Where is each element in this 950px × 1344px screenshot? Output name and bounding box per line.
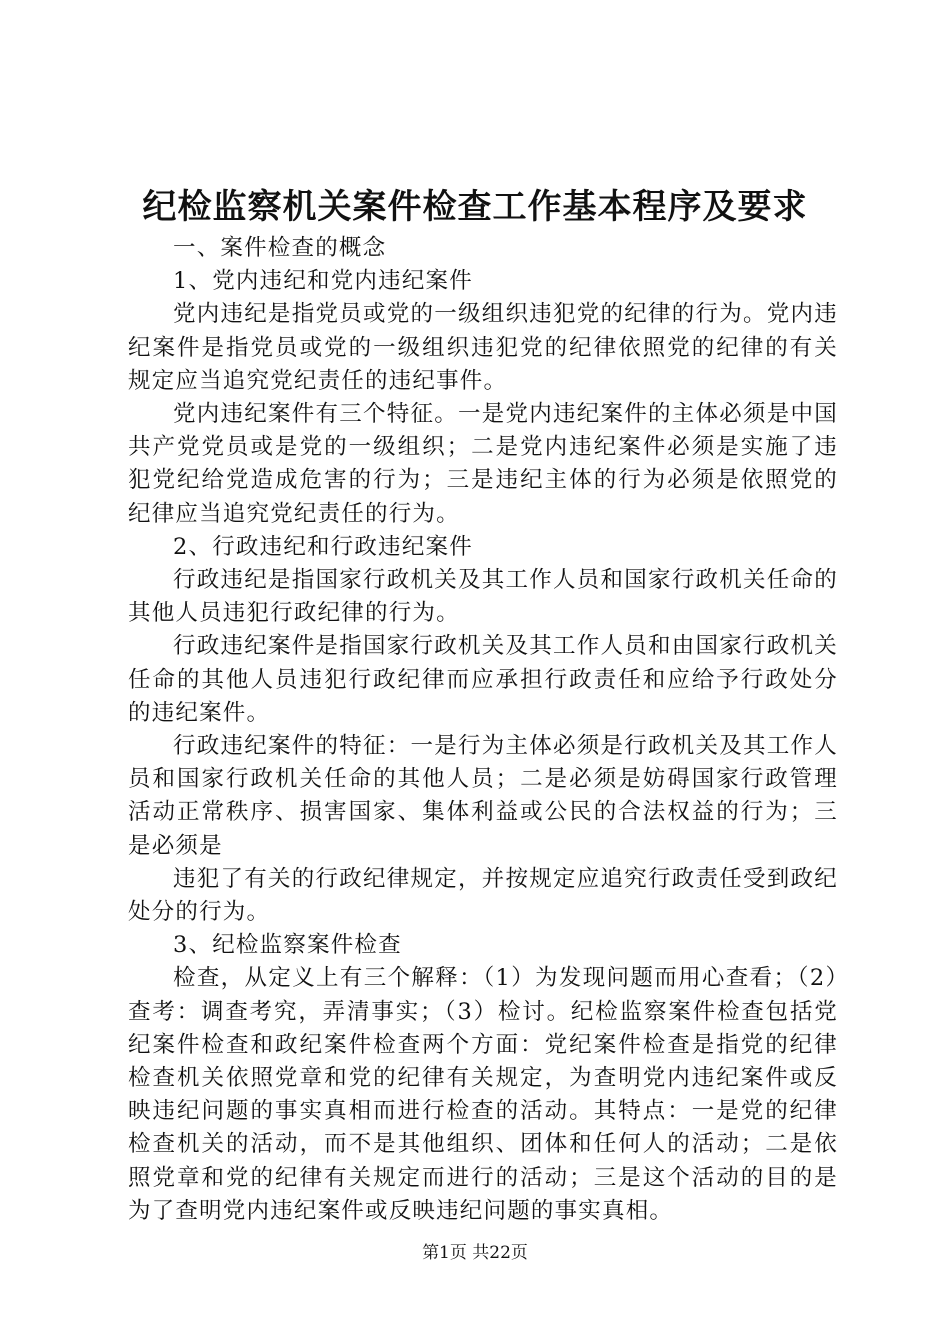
- document-body: [128, 232, 838, 1228]
- paragraph: 行政违纪是指国家行政机关及其工作人员和国家行政机关任命的其他人员违犯行政纪律的行为。: [128, 567, 838, 627]
- document-title: 纪检监察机关案件检查工作基本程序及要求: [142, 187, 808, 227]
- paragraph: 党内违纪是指党员或党的一级组织违犯党的纪律的行为。党内违纪案件是指党员或党的一级组织违犯党的纪律依照党的纪律的有关规定应当追究党纪责任的违纪事件。: [128, 301, 838, 394]
- subsection-heading-1: 1、党内违纪和党内违纪案件: [173, 268, 473, 295]
- paragraph: 违犯了有关的行政纪律规定，并按规定应追究行政责任受到政纪处分的行为。: [128, 865, 838, 926]
- page-number: 第1页 共22页: [422, 1243, 528, 1263]
- paragraph: 检查，从定义上有三个解释：（1）为发现问题而用心查看；（2）查考：调查考究，弄清事实；（3）检讨。纪检监察案件检查包括党纪案件检查和政纪案件检查两个方面：党纪案件检查是指党的纪律检查机关依照党章和党的纪律有关规定，为查明党内违纪案件或反映违纪问题的事实真相而进行检查的活动。其特点：一是党的纪律检查机关的活动，而不是其他组织、团体和任何人的活动；二是依照党章和党的纪律有关规定而进行的活动；三是这个活动的目的是为了查明党内违纪案件或反映违纪问题的事实真相。: [128, 965, 838, 1224]
- section-heading: 一、案件检查的概念: [173, 235, 387, 261]
- paragraph: 党内违纪案件有三个特征。一是党内违纪案件的主体必须是中国共产党党员或是党的一级组织；二是党内违纪案件必须是实施了违犯党纪给党造成危害的行为；三是违纪主体的行为必须是依照党的纪律应当追究党纪责任的行为。: [128, 401, 838, 527]
- subsection-heading-2: 2、行政违纪和行政违纪案件: [173, 533, 473, 560]
- paragraph: 行政违纪案件的特征：一是行为主体必须是行政机关及其工作人员和国家行政机关任命的其他人员；二是必须是妨碍国家行政管理活动正常秩序、损害国家、集体利益或公民的合法权益的行为；三是必须是: [128, 733, 838, 859]
- paragraph: 行政违纪案件是指国家行政机关及其工作人员和由国家行政机关任命的其他人员违犯行政纪律而应承担行政责任和应给予行政处分的违纪案件。: [128, 633, 838, 726]
- subsection-heading-3: 3、纪检监察案件检查: [173, 932, 402, 959]
